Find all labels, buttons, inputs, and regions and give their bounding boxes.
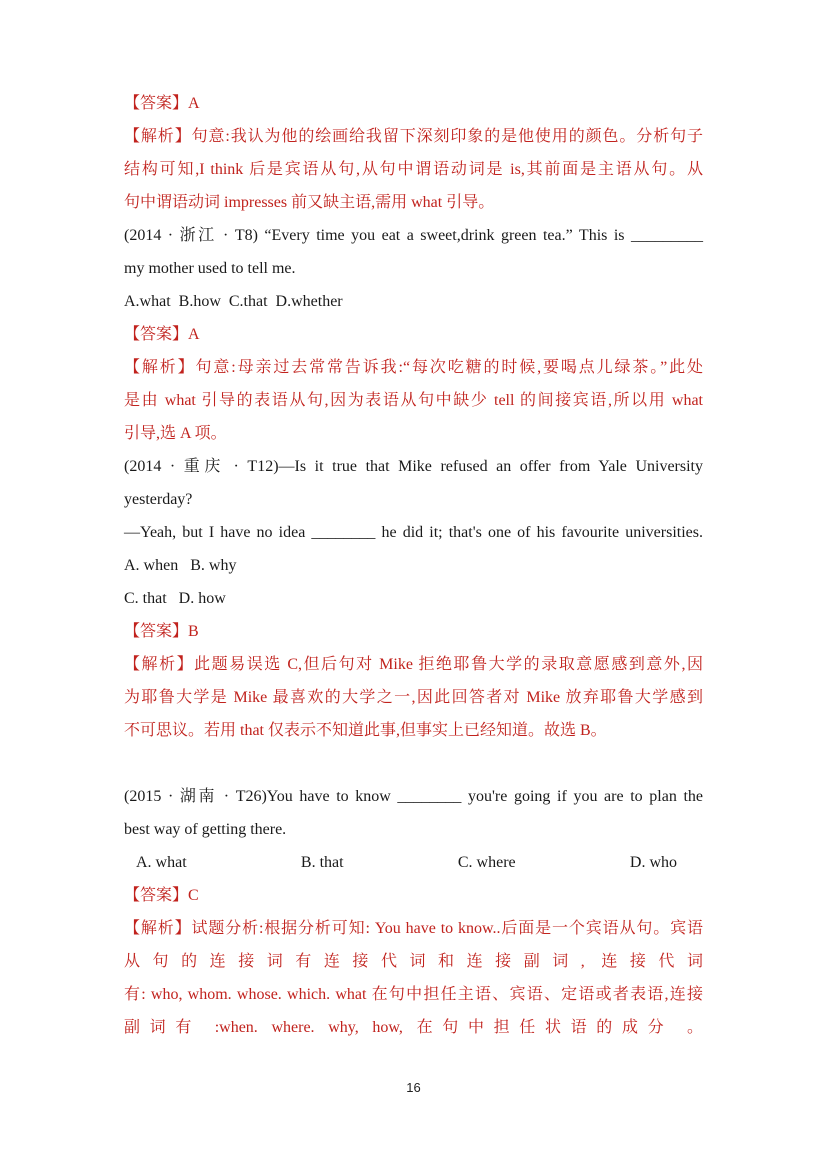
document-page	[124, 87, 703, 1044]
analysis-line: 引导,选 A 项。	[124, 425, 227, 442]
question-line: my mother used to tell me.	[124, 260, 296, 277]
analysis-line: 【解析】试题分析:根据分析可知: You have to know..后面是一个宾语从句。宾语	[124, 920, 703, 937]
options-line: A. when B. why	[124, 557, 237, 574]
analysis-line: 【解析】句意:我认为他的绘画给我留下深刻印象的是他使用的颜色。分析句子	[124, 128, 703, 145]
analysis-line: 句中谓语动词 impresses 前又缺主语,需用 what 引导。	[124, 194, 495, 211]
answer-line: 【答案】B	[124, 623, 199, 640]
question-line: (2014 · 浙江 · T8) “Every time you eat a sweet,drink green tea.” This is _________	[124, 227, 703, 244]
blank-line	[124, 747, 703, 780]
question-line: best way of getting there.	[124, 821, 287, 838]
analysis-line: 是由 what 引导的表语从句,因为表语从句中缺少 tell 的间接宾语,所以用 what	[124, 392, 703, 409]
analysis-line: 为耶鲁大学是 Mike 最喜欢的大学之一,因此回答者对 Mike 放弃耶鲁大学感到	[124, 689, 703, 706]
option-c: C. where	[457, 854, 516, 871]
analysis-line: 【解析】此题易误选 C,但后句对 Mike 拒绝耶鲁大学的录取意愿感到意外,因	[124, 656, 703, 673]
analysis-line: 副词有 :when. where. why, how, 在句中担任状语的成分 。	[124, 1019, 703, 1036]
answer-line: 【答案】C	[124, 887, 199, 904]
question-line: —Yeah, but I have no idea ________ he did it; that's one of his favourite universities.	[124, 524, 703, 541]
analysis-line: 有: who, whom. whose. which. what 在句中担任主语、宾语、定语或者表语,连接	[124, 986, 703, 1003]
option-b: B. that	[300, 854, 344, 871]
options-line: A.what B.how C.that D.whether	[124, 293, 343, 310]
answer-line: 【答案】A	[124, 95, 200, 112]
page-number: 16	[406, 1080, 421, 1095]
question-line: (2015 · 湖南 · T26)You have to know ________ you're going if you are to plan the	[124, 788, 703, 805]
option-d: D. who	[629, 854, 677, 871]
options-line: C. that D. how	[124, 590, 226, 607]
analysis-line: 结构可知,I think 后是宾语从句,从句中谓语动词是 is,其前面是主语从句。从	[124, 161, 703, 178]
option-a: A. what	[136, 854, 187, 871]
analysis-line: 不可思议。若用 that 仅表示不知道此事,但事实上已经知道。故选 B。	[124, 722, 607, 739]
options-line	[124, 846, 703, 879]
question-line: (2014 · 重庆 · T12)—Is it true that Mike refused an offer from Yale University	[124, 458, 703, 475]
question-line: yesterday?	[124, 491, 193, 508]
analysis-line: 从句的连接词有连接代词和连接副词, 连接代词	[124, 953, 703, 970]
answer-line: 【答案】A	[124, 326, 200, 343]
analysis-line: 【解析】句意:母亲过去常常告诉我:“每次吃糖的时候,要喝点儿绿茶。”此处	[124, 359, 703, 376]
